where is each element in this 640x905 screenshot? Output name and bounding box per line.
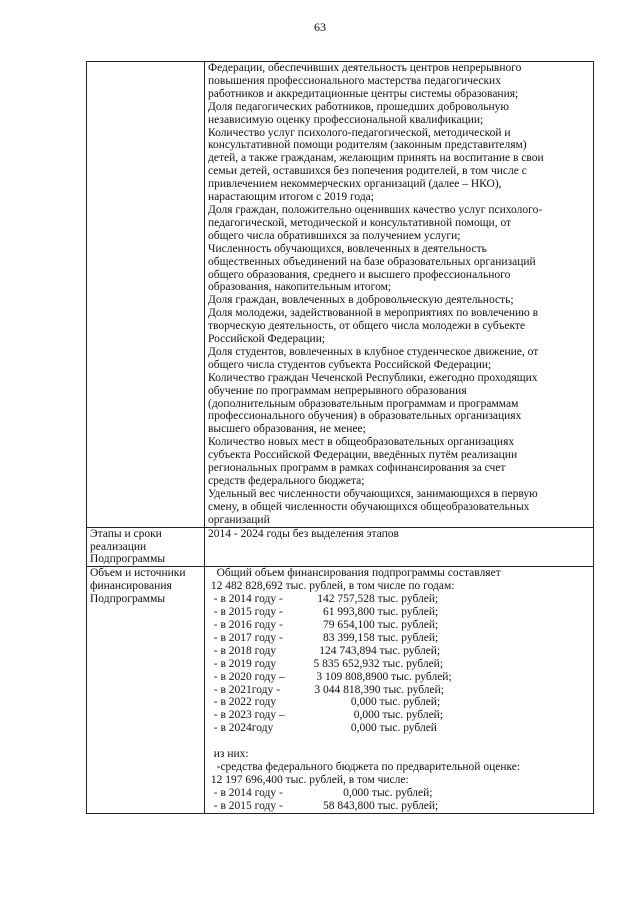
target-indicator-line: привлечением некоммерческих организаций (далее – НКО),: [208, 178, 502, 191]
financing-label-line: финансирования: [90, 580, 172, 593]
target-indicator-line: профессионального обучения) в образовательных организациях: [208, 410, 522, 423]
stages-label-cell: [87, 527, 205, 567]
financing-line: - в 2014 году - 142 757,528 тыс. рублей;: [208, 593, 439, 606]
target-indicator-line: Доля молодежи, задействованной в мероприятиях по вовлечению в: [208, 307, 539, 320]
stages-value: 2014 - 2024 годы без выделения этапов: [208, 527, 399, 540]
financing-line: - в 2015 году - 58 843,800 тыс. рублей;: [208, 799, 439, 812]
stages-value-cell: [205, 527, 594, 567]
financing-line: - в 2021году - 3 044 818,390 тыс. рублей;: [208, 683, 444, 696]
page-number: 63: [314, 20, 326, 34]
financing-line: - в 2024году 0,000 тыс. рублей: [208, 722, 437, 735]
target-indicator-line: региональных программ в рамках софинансирования за счет: [208, 462, 506, 475]
target-indicator-line: (дополнительным образовательным программам и программам: [208, 397, 519, 410]
target-indicator-line: семьи детей, оставшихся без попечения родителей, в том числе с: [208, 165, 527, 178]
subprogram-passport-table: [86, 61, 594, 814]
financing-line: - в 2015 году - 61 993,800 тыс. рублей;: [208, 606, 439, 619]
financing-label-cell: [87, 567, 205, 813]
financing-line: - в 2014 году - 0,000 тыс. рублей;: [208, 786, 433, 799]
target-indicator-line: Количество новых мест в общеобразовательных организациях: [208, 436, 515, 449]
target-indicator-line: субъекта Российской Федерации, введённых путём реализации: [208, 449, 518, 462]
financing-line: из них:: [208, 748, 249, 761]
target-indicator-line: Российской Федерации;: [208, 333, 326, 346]
target-indicator-line: смену, в общей численности обучающихся общеобразовательных: [208, 500, 530, 513]
target-indicator-line: педагогической, методической и консультативной помощи, от: [208, 216, 512, 229]
financing-label-line: Объем и источники: [90, 567, 186, 580]
financing-line: -средства федерального бюджета по предварительной оценке:: [208, 760, 521, 773]
target-indicator-line: образования, накопительным итогом;: [208, 281, 392, 294]
target-indicator-line: творческую деятельность, от общего числа молодежи в субъекте: [208, 320, 526, 333]
target-indicator-line: Доля граждан, вовлеченных в добровольческую деятельность;: [208, 294, 514, 307]
financing-line: - в 2019 году 5 835 652,932 тыс. рублей;: [208, 657, 444, 670]
target-indicator-line: общего образования, среднего и высшего профессионального: [208, 268, 511, 281]
targets-list-cell: [205, 62, 594, 528]
target-indicator-line: высшего образования, не менее;: [208, 423, 366, 436]
target-indicator-line: работников и аккредитационные центры системы образования;: [208, 87, 519, 100]
financing-line: - в 2020 году – 3 109 808,8900 тыс. рублей;: [208, 670, 452, 683]
stages-label-line: Подпрограммы: [90, 553, 166, 566]
target-indicator-line: обучение по программам непрерывного образования: [208, 384, 467, 397]
target-indicator-line: Численность обучающихся, вовлеченных в деятельность: [208, 242, 487, 255]
financing-row: [87, 567, 594, 813]
target-indicator-line: общественных объединений на базе образовательных организаций: [208, 255, 536, 268]
target-indicator-line: Количество граждан Чеченской Республики, ежегодно проходящих: [208, 371, 538, 384]
target-indicator-line: Количество услуг психолого-педагогической, методической и: [208, 126, 511, 139]
financing-line: Общий объем финансирования подпрограммы составляет: [208, 567, 501, 580]
target-indicator-line: Федерации, обеспечивших деятельность центров непрерывного: [208, 62, 522, 74]
target-indicator-line: Удельный вес численности обучающихся, занимающихся в первую: [208, 487, 538, 500]
target-indicator-line: детей, а также гражданам, желающим принять на воспитание в свои: [208, 152, 544, 165]
financing-line: - в 2017 году - 83 399,158 тыс. рублей;: [208, 631, 439, 644]
target-indicator-line: независимую оценку профессиональной квалификации;: [208, 113, 484, 126]
target-indicator-line: Доля граждан, положительно оценивших качество услуг психолого-: [208, 203, 543, 216]
target-indicator-line: повышения профессионального мастерства педагогических: [208, 74, 501, 87]
target-indicator-line: организаций: [208, 513, 270, 526]
target-indicator-line: средств федерального бюджета;: [208, 475, 365, 487]
target-indicator-line: Доля студентов, вовлеченных в клубное студенческое движение, от: [208, 345, 539, 358]
stages-label-line: Этапы и сроки: [90, 527, 162, 540]
financing-line: - в 2022 году 0,000 тыс. рублей;: [208, 696, 441, 709]
target-indicator-line: Доля педагогических работников, прошедших добровольную: [208, 100, 510, 113]
stages-label-line: реализации: [90, 540, 147, 553]
financing-line: 12 197 696,400 тыс. рублей, в том числе:: [208, 773, 409, 786]
target-indicator-line: нарастающим итогом с 2019 года;: [208, 191, 374, 204]
target-indicator-line: консультативной помощи родителям (законным представителям): [208, 139, 527, 152]
financing-line: - в 2018 году 124 743,894 тыс. рублей;: [208, 644, 441, 657]
financing-line: - в 2016 году - 79 654,100 тыс. рублей;: [208, 618, 439, 631]
target-indicator-line: общего числа обратившихся за получением услуги;: [208, 229, 461, 242]
financing-label-line: Подпрограммы: [90, 593, 166, 606]
stages-row: [87, 527, 594, 567]
targets-row: [87, 62, 594, 528]
financing-line: [208, 735, 590, 748]
financing-details-cell: [205, 567, 594, 813]
target-indicator-line: общего числа студентов субъекта Российской Федерации;: [208, 358, 492, 371]
financing-line: - в 2023 году – 0,000 тыс. рублей;: [208, 709, 444, 722]
financing-line: 12 482 828,692 тыс. рублей, в том числе по годам:: [208, 580, 455, 593]
targets-label-cell: [87, 62, 205, 528]
